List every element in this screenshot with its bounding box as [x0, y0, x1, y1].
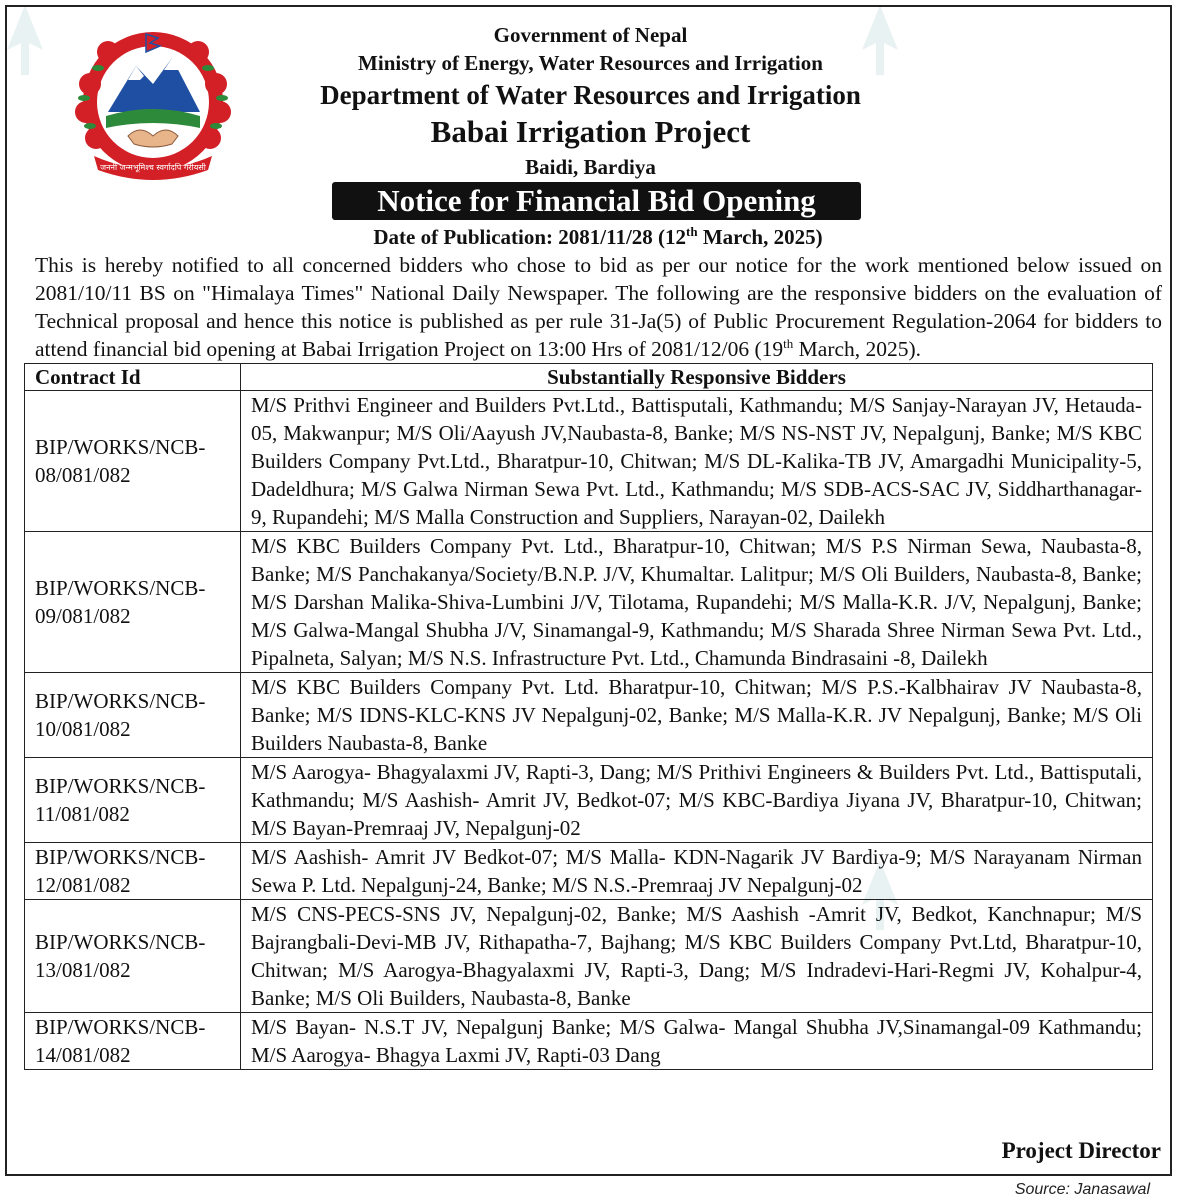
bidders-cell: M/S Aashish- Amrit JV Bedkot-07; M/S Malla- KDN-Nagarik JV Bardiya-9; M/S Narayanam Nirman Sewa P. Ltd. Nepalgunj-24, Banke; M/S N.S.-Premraaj JV Nepalgunj-02: [241, 843, 1153, 900]
contract-id-cell: BIP/WORKS/NCB- 08/081/082: [25, 391, 241, 532]
bidders-table: [24, 363, 1153, 1070]
signer-title: Project Director: [1001, 1138, 1161, 1163]
header-government: Government of Nepal: [493, 23, 688, 47]
table-row: [25, 532, 1153, 673]
bidders-cell: M/S KBC Builders Company Pvt. Ltd., Bharatpur-10, Chitwan; M/S P.S Nirman Sewa, Naubasta-8, Banke; M/S Panchakanya/Society/B.N.P. J/V, Khumaltar. Lalitpur; M/S Oli Builders, Naubasta-8, Banke; M/S Darshan Malika-Shiva-Lumbini J/V, Tilotama, Rupandehi; M/S Malla-K.R. J/V, Nepalgunj, Banke; M/S Galwa-Mangal Shubha J/V, Sinamangal-9, Kathmandu; M/S Sharada Shree Nirman Sewa Pvt. Ltd., Pipalneta, Salyan; M/S N.S. Infrastructure Pvt. Ltd., Chamunda Bindrasaini -8, Dailekh: [241, 532, 1153, 673]
bidders-cell: M/S KBC Builders Company Pvt. Ltd. Bharatpur-10, Chitwan; M/S P.S.-Kalbhairav JV Naubasta-8, Banke; M/S IDNS-KLC-KNS JV Nepalgunj-02, Banke; M/S Malla-K.R. JV Nepalgunj, Banke; M/S Oli Builders Naubasta-8, Banke: [241, 673, 1153, 758]
bidders-cell: M/S CNS-PECS-SNS JV, Nepalgunj-02, Banke; M/S Aashish -Amrit JV, Bedkot, Kanchnapur; M/S Bajrangbali-Devi-MB JV, Rithapatha-7, Bajhang; M/S KBC Builders Company Pvt.Ltd, Bharatpur-10, Chitwan; M/S Aarogya-Bhagyalaxmi JV, Rapti-3, Dang; M/S Indradevi-Hari-Regmi JV, Kohalpur-4, Banke; M/S Oli Builders, Naubasta-8, Banke: [241, 900, 1153, 1013]
contract-id-cell: BIP/WORKS/NCB- 10/081/082: [25, 673, 241, 758]
header-contract-id: Contract Id: [25, 364, 241, 391]
publication-date: Date of Publication: 2081/11/28 (12th March, 2025): [373, 224, 823, 249]
bidders-cell: M/S Prithvi Engineer and Builders Pvt.Ltd., Battisputali, Kathmandu; M/S Sanjay-Narayan JV, Hetauda-05, Makwanpur; M/S Oli/Aayush JV,Naubasta-8, Banke; M/S NS-NST JV, Nepalgunj, Banke; M/S KBC Builders Company Pvt.Ltd., Bharatpur-10, Chitwan; M/S DL-Kalika-TB JV, Amargadhi Municipality-5, Dadeldhura; M/S Galwa Nirman Sewa Pvt. Ltd., Kathmandu; M/S SDB-ACS-SAC JV, Siddharthanagar-9, Rupandehi; M/S Malla Construction and Suppliers, Narayan-02, Dailekh: [241, 391, 1153, 532]
contract-id-cell: BIP/WORKS/NCB- 12/081/082: [25, 843, 241, 900]
header-location: Baidi, Bardiya: [525, 155, 656, 179]
table-row: [25, 391, 1153, 532]
table-row: [25, 673, 1153, 758]
table-row: [25, 843, 1153, 900]
contract-id-cell: BIP/WORKS/NCB- 14/081/082: [25, 1013, 241, 1070]
table-header-row: [25, 364, 1153, 391]
header-project: Babai Irrigation Project: [430, 114, 751, 149]
header-responsive-bidders: Substantially Responsive Bidders: [241, 364, 1153, 391]
table-row: [25, 1013, 1153, 1070]
header-department: Department of Water Resources and Irrigation: [320, 80, 861, 110]
emblem-motto: जननी जन्मभूमिश्च स्वर्गादपि गरीयसी: [100, 163, 206, 172]
table-row: [25, 758, 1153, 843]
contract-id-cell: BIP/WORKS/NCB- 11/081/082: [25, 758, 241, 843]
source-credit: Source: Janasawal: [1014, 1181, 1150, 1198]
table-row: [25, 900, 1153, 1013]
contract-id-cell: BIP/WORKS/NCB- 13/081/082: [25, 900, 241, 1013]
notice-title-banner: Notice for Financial Bid Opening: [332, 182, 861, 220]
contract-id-cell: BIP/WORKS/NCB- 09/081/082: [25, 532, 241, 673]
header-ministry: Ministry of Energy, Water Resources and Irrigation: [358, 51, 823, 75]
intro-paragraph: This is hereby notified to all concerned bidders who chose to bid as per our notice for the work mentioned below issued on 2081/10/11 BS on "Himalaya Times" National Daily Newspaper. The following are the responsive bidders on the evaluation of Technical proposal and hence this notice is published as per rule 31-Ja(5) of Public Procurement Regulation-2064 for bidders to attend financial bid opening at Babai Irrigation Project on 13:00 Hrs of 2081/12/06 (19th March, 2025).: [35, 253, 1162, 361]
bidders-cell: M/S Bayan- N.S.T JV, Nepalgunj Banke; M/S Galwa- Mangal Shubha JV,Sinamangal-09 Kathmandu; M/S Aarogya- Bhagya Laxmi JV, Rapti-03 Dang: [241, 1013, 1153, 1070]
bidders-cell: M/S Aarogya- Bhagyalaxmi JV, Rapti-3, Dang; M/S Prithivi Engineers & Builders Pvt. Ltd., Battisputali, Kathmandu; M/S Aashish- Amrit JV, Bedkot-07; M/S KBC-Bardiya Jiyana JV, Bharatpur-10, Chitwan; M/S Bayan-Premraaj JV, Nepalgunj-02: [241, 758, 1153, 843]
